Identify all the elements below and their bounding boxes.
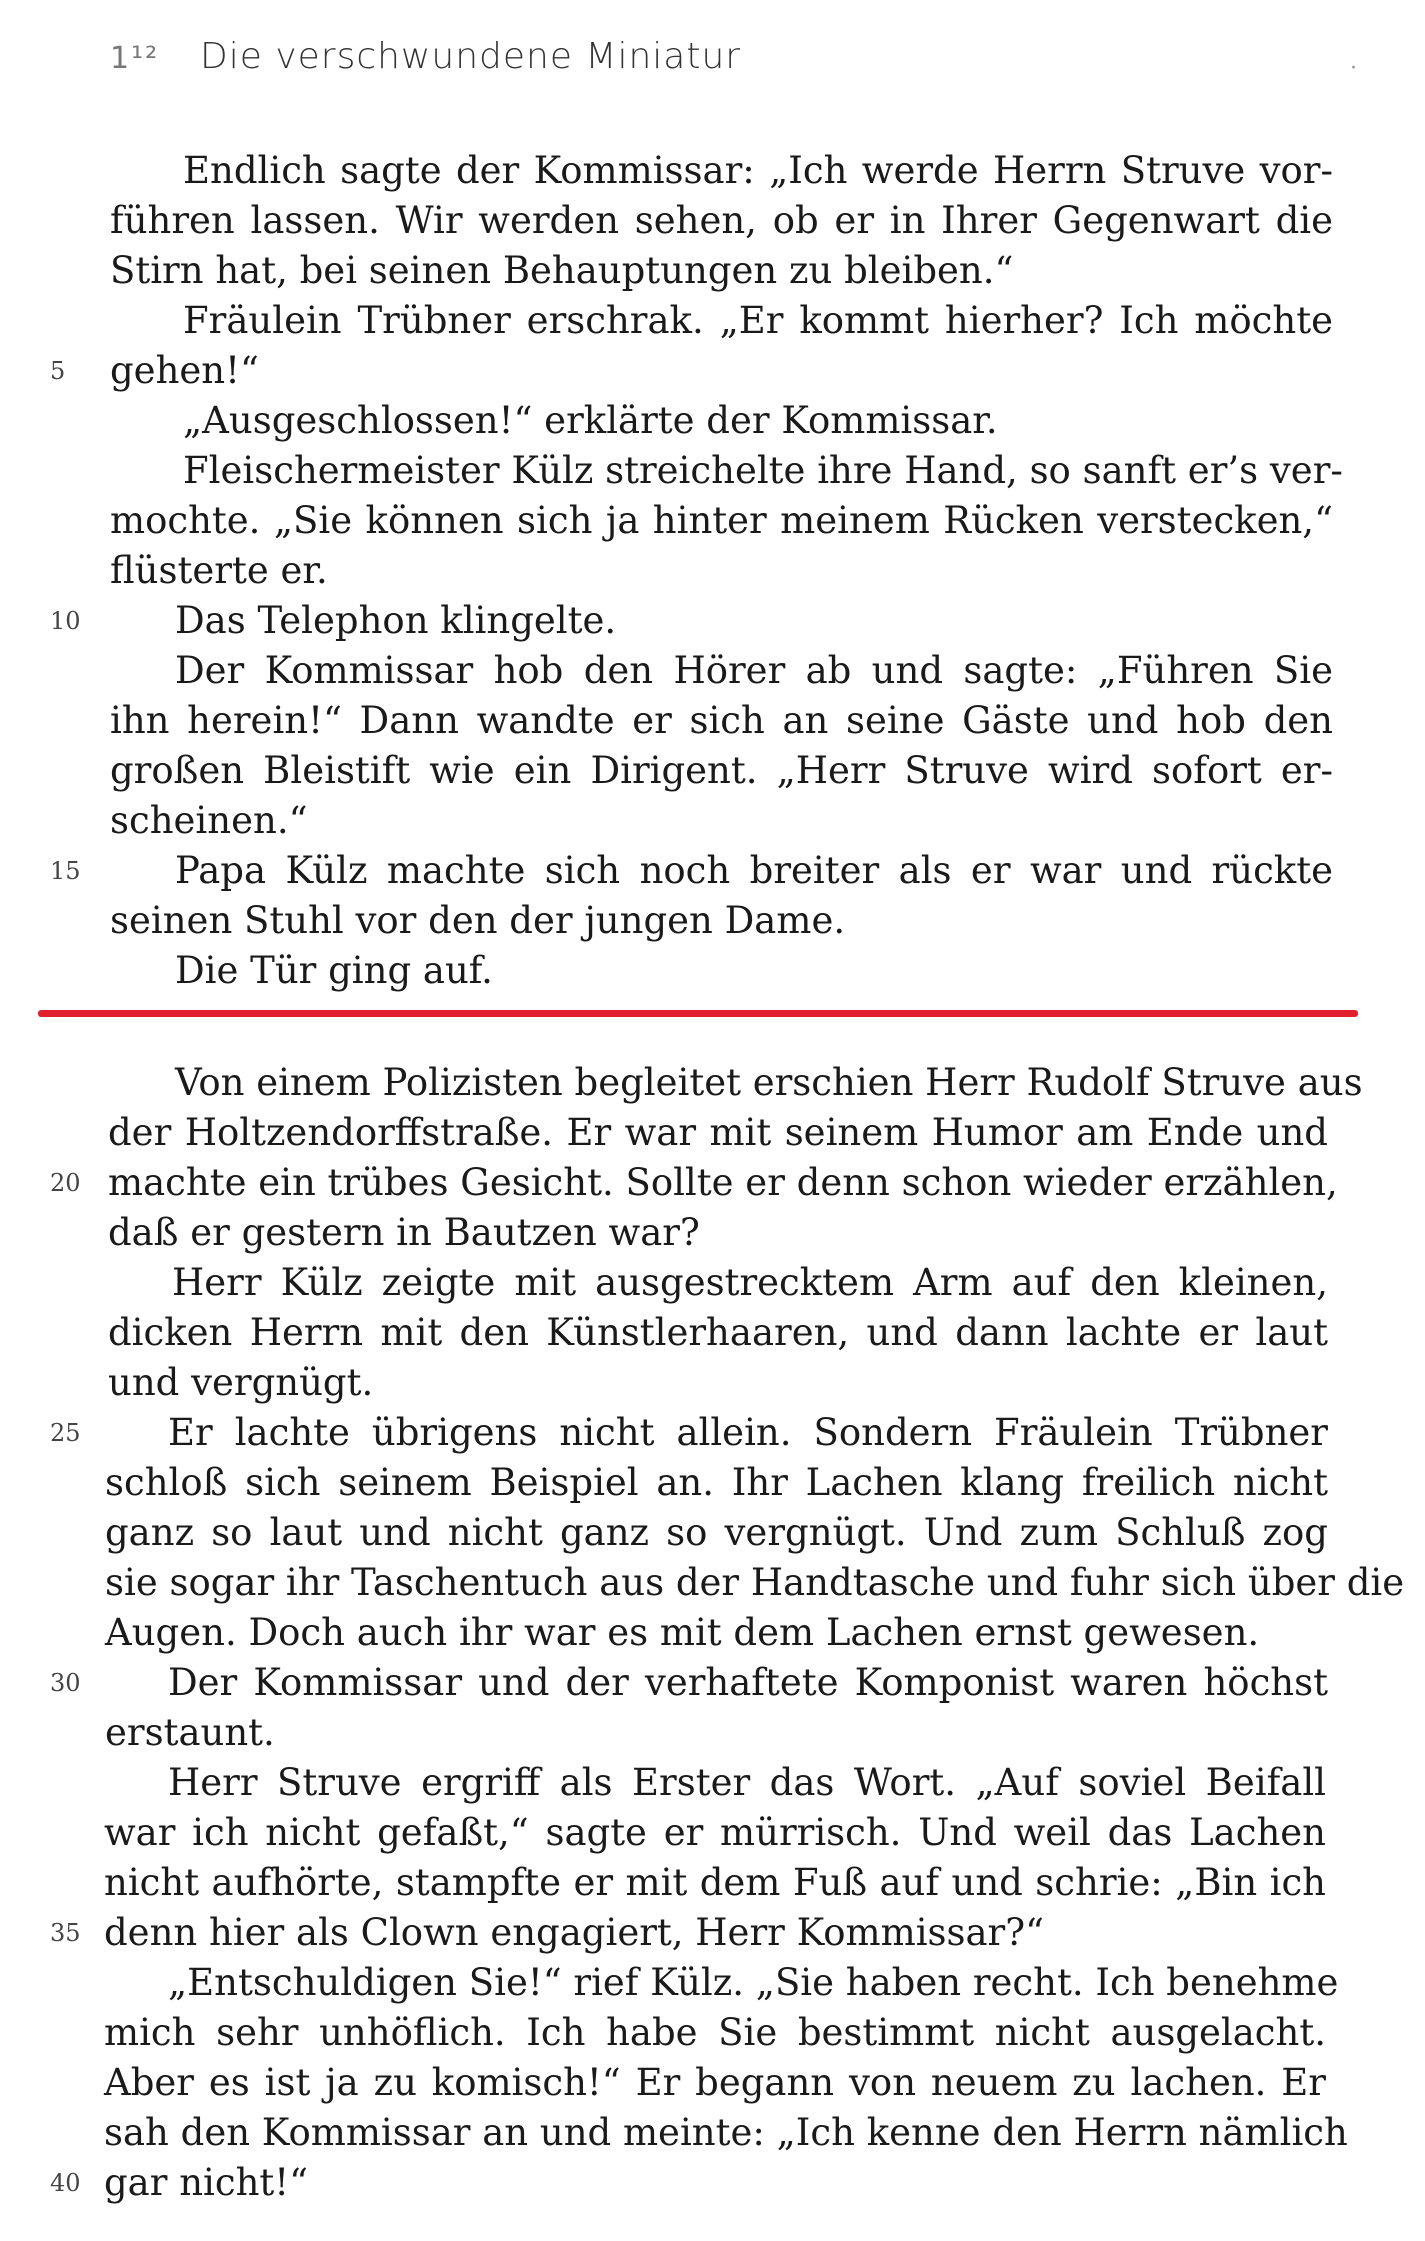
text-line: Stirn hat, bei seinen Behauptungen zu bleiben.“	[110, 249, 1014, 292]
text-line: Von einem Polizisten begleitet erschien Herr Rudolf Struve aus	[175, 1061, 1363, 1104]
text-line: scheinen.“	[110, 799, 308, 842]
text-line: und vergnügt.	[108, 1361, 374, 1404]
text-line: erstaunt.	[105, 1711, 275, 1754]
red-divider-line	[38, 1010, 1358, 1017]
text-line: Endlich sagte der Kommissar: „Ich werde Herrn Struve vor-	[183, 149, 1333, 192]
text-line: großen Bleistift wie ein Dirigent. „Herr Struve wird sofort er-	[110, 749, 1333, 792]
text-line: Augen. Doch auch ihr war es mit dem Lachen ernst gewesen.	[105, 1611, 1260, 1654]
text-line: Herr Struve ergriff als Erster das Wort. „Auf soviel Beifall	[168, 1761, 1326, 1804]
text-line: Herr Külz zeigte mit ausgestrecktem Arm auf den kleinen,	[172, 1261, 1328, 1304]
text-line: führen lassen. Wir werden sehen, ob er in Ihrer Gegenwart die	[110, 199, 1333, 242]
text-line: Fräulein Trübner erschrak. „Er kommt hierher? Ich möchte	[183, 299, 1333, 342]
text-line: machte ein trübes Gesicht. Sollte er denn schon wieder erzählen,	[108, 1161, 1338, 1204]
line-number: 5	[50, 357, 66, 385]
text-line: gar nicht!“	[104, 2161, 309, 2204]
text-line: war ich nicht gefaßt,“ sagte er mürrisch. Und weil das Lachen	[104, 1811, 1326, 1854]
line-number: 25	[50, 1419, 81, 1447]
text-line: Das Telephon klingelte.	[175, 599, 617, 642]
text-line: ihn herein!“ Dann wandte er sich an seine Gäste und hob den	[110, 699, 1333, 742]
page-number: 1¹²	[110, 41, 160, 76]
text-line: seinen Stuhl vor den der jungen Dame.	[110, 899, 846, 942]
text-line: Aber es ist ja zu komisch!“ Er begann von neuem zu lachen. Er	[104, 2061, 1326, 2104]
text-line: Fleischermeister Külz streichelte ihre Hand, so sanft er’s ver-	[183, 449, 1343, 492]
text-line: gehen!“	[110, 349, 259, 392]
line-number: 35	[50, 1919, 81, 1947]
line-number: 15	[50, 857, 81, 885]
text-line: sie sogar ihr Taschentuch aus der Handtasche und fuhr sich über die	[105, 1561, 1405, 1604]
text-line: denn hier als Clown engagiert, Herr Kommissar?“	[104, 1911, 1044, 1954]
text-line: Der Kommissar und der verhaftete Komponist waren höchst	[168, 1661, 1328, 1704]
text-line: der Holtzendorffstraße. Er war mit seinem Humor am Ende und	[108, 1111, 1328, 1154]
text-line: Die Tür ging auf.	[175, 949, 493, 992]
running-title: Die verschwundene Miniatur	[200, 36, 742, 77]
line-number: 40	[50, 2169, 81, 2197]
line-number: 30	[50, 1669, 81, 1697]
text-line: ganz so laut und nicht ganz so vergnügt. Und zum Schluß zog	[105, 1511, 1328, 1554]
text-line: Der Kommissar hob den Hörer ab und sagte: „Führen Sie	[175, 649, 1333, 692]
line-number: 10	[50, 607, 81, 635]
text-line: flüsterte er.	[110, 549, 328, 592]
page-header	[110, 36, 741, 86]
text-line: nicht aufhörte, stampfte er mit dem Fuß auf und schrie: „Bin ich	[104, 1861, 1326, 1904]
text-line: sah den Kommissar an und meinte: „Ich kenne den Herrn nämlich	[104, 2111, 1348, 2154]
corner-mark: ·	[1350, 56, 1357, 81]
text-line: mochte. „Sie können sich ja hinter meinem Rücken verstecken,“	[110, 499, 1333, 542]
text-line: mich sehr unhöflich. Ich habe Sie bestimmt nicht ausgelacht.	[104, 2011, 1326, 2054]
text-line: schloß sich seinem Beispiel an. Ihr Lachen klang freilich nicht	[105, 1461, 1328, 1504]
text-line: „Entschuldigen Sie!“ rief Külz. „Sie haben recht. Ich benehme	[168, 1961, 1339, 2004]
line-number: 20	[50, 1169, 81, 1197]
text-line: Er lachte übrigens nicht allein. Sondern Fräulein Trübner	[168, 1411, 1328, 1454]
text-line: „Ausgeschlossen!“ erklärte der Kommissar.	[183, 399, 998, 442]
text-line: daß er gestern in Bautzen war?	[108, 1211, 700, 1254]
text-line: Papa Külz machte sich noch breiter als er war und rückte	[175, 849, 1333, 892]
text-line: dicken Herrn mit den Künstlerhaaren, und dann lachte er laut	[108, 1311, 1328, 1354]
